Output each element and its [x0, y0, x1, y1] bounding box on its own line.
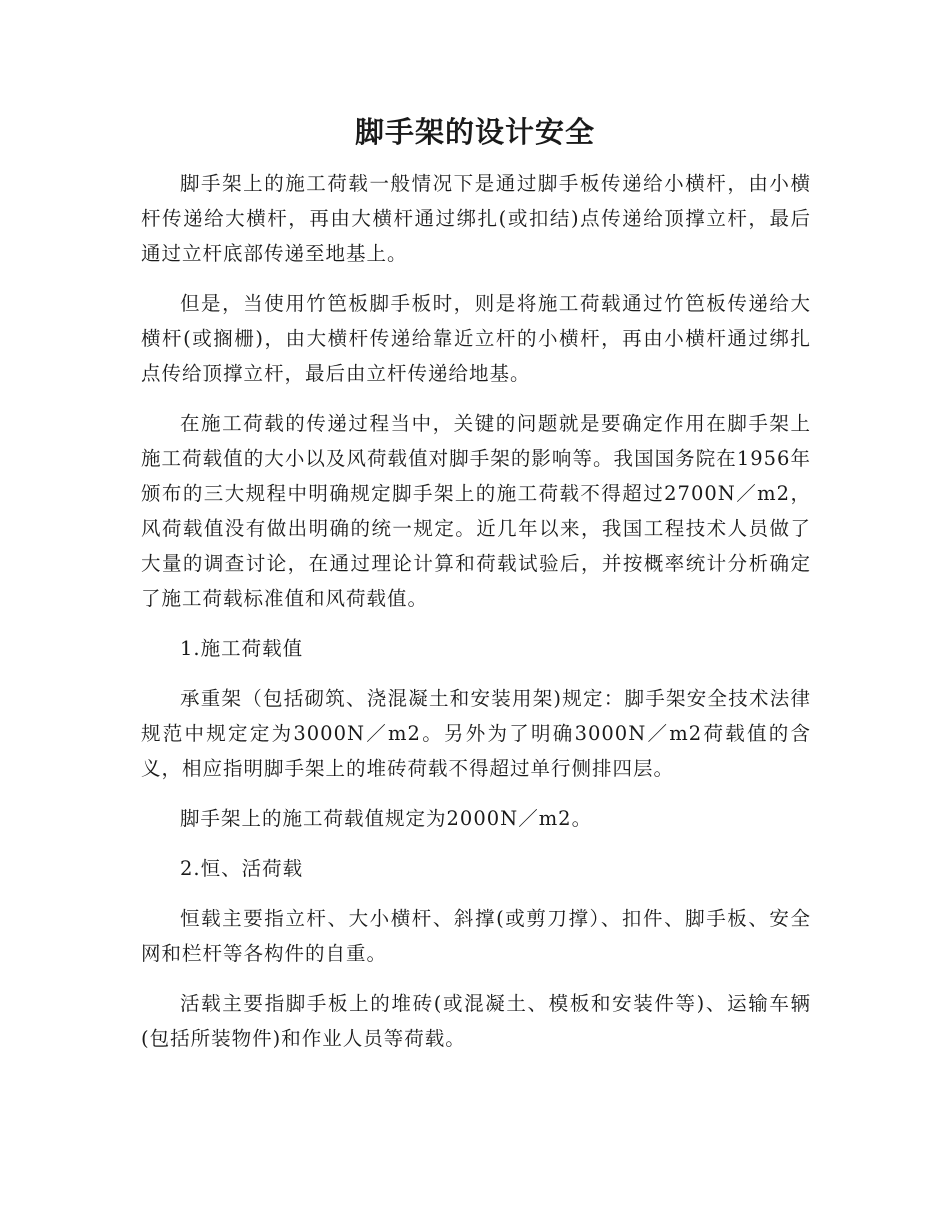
section-heading-dead-live-load: 2.恒、活荷载: [180, 857, 304, 880]
paragraph-construction-load-value: 脚手架上的施工荷载值规定为2000N／m2。: [180, 807, 593, 830]
paragraph-load-transfer: 脚手架上的施工荷载一般情况下是通过脚手板传递给小横杆，由小横杆传递给大横杆，再由大横杆通过绑扎(或扣结)点传递给顶撑立杆，最后通过立杆底部传递至地基上。: [141, 172, 811, 265]
paragraph-load-bearing-frame: 承重架（包括砌筑、浇混凝土和安装用架)规定：脚手架安全技术法律规范中规定定为3000N／m2。另外为了明确3000N／m2荷载值的含义，相应指明脚手架上的堆砖荷载不得超过单行侧排四层。: [141, 687, 811, 780]
paragraph-live-load: 活载主要指脚手板上的堆砖(或混凝土、模板和安装件等)、运输车辆(包括所装物件)和作业人员等荷载。: [141, 992, 811, 1050]
paragraph-bamboo-board: 但是，当使用竹笆板脚手板时，则是将施工荷载通过竹笆板传递给大横杆(或搁栅)，由大横杆传递给靠近立杆的小横杆，再由小横杆通过绑扎点传给顶撑立杆，最后由立杆传递给地基。: [141, 292, 811, 385]
section-heading-construction-load: 1.施工荷载值: [180, 637, 304, 660]
document-body: [141, 166, 811, 1071]
page-title: 脚手架的设计安全: [354, 115, 595, 149]
paragraph-dead-load: 恒载主要指立杆、大小横杆、斜撑(或剪刀撑）、扣件、脚手板、安全网和栏杆等各构件的自重。: [141, 907, 811, 965]
paragraph-key-issue: 在施工荷载的传递过程当中，关键的问题就是要确定作用在脚手架上施工荷载值的大小以及风荷载值对脚手架的影响等。我国国务院在1956年颁布的三大规程中明确规定脚手架上的施工荷载不得超过2700N／m2，风荷载值没有做出明确的统一规定。近几年以来，我国工程技术人员做了大量的调查讨论，在通过理论计算和荷载试验后，并按概率统计分析确定了施工荷载标准值和风荷载值。: [141, 412, 811, 610]
